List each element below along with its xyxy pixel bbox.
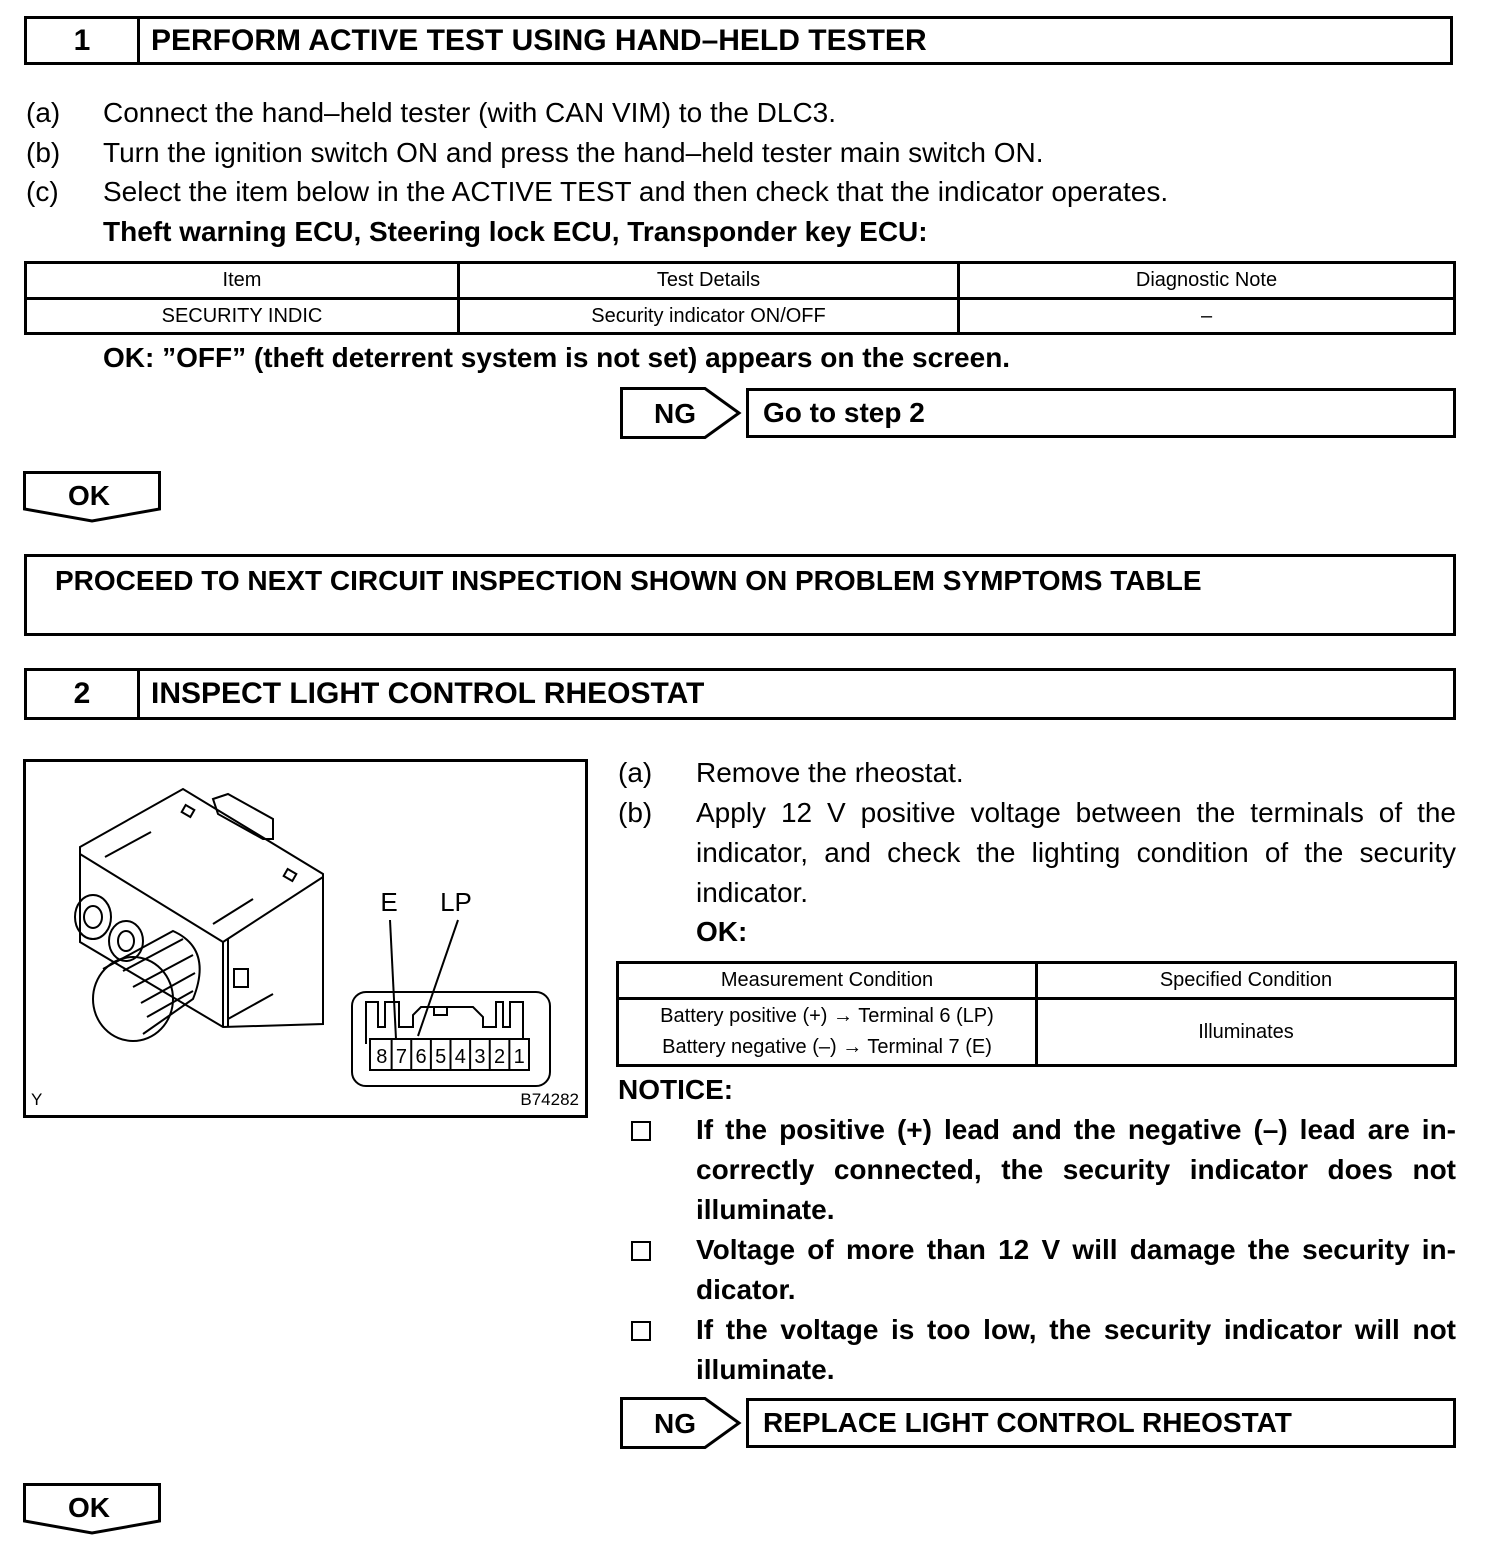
- ok-condition: OK: ”OFF” (theft deterrent system is not set) appears on the screen.: [103, 342, 1011, 373]
- notice-heading: NOTICE:: [618, 1074, 734, 1105]
- rheostat-test-table: [616, 961, 1457, 1067]
- ok-arrow-icon: [23, 1483, 161, 1535]
- step-label: (a): [26, 97, 61, 128]
- ng-arrow-icon: [620, 1397, 742, 1449]
- step-text: Select the item below in the ACTIVE TEST and then check that the indicator operates.: [103, 176, 1169, 207]
- ok-label: OK: [68, 480, 110, 511]
- figure-id: B74282: [520, 1090, 579, 1109]
- step-text: indicator.: [696, 877, 809, 908]
- table-header: Measurement Condition: [618, 963, 1037, 999]
- ok-arrow-icon: [23, 471, 161, 523]
- proceed-box: [24, 554, 1456, 636]
- checkbox-bullet-icon: [631, 1241, 651, 1261]
- table-header: Item: [26, 263, 459, 299]
- step-text: indicator, and check the lighting condition of the security: [696, 837, 1456, 868]
- step-title: INSPECT LIGHT CONTROL RHEOSTAT: [151, 677, 705, 710]
- ng-action-box: [746, 388, 1456, 438]
- terminal-label-e: E: [380, 887, 398, 917]
- step-label: (b): [26, 137, 61, 168]
- table-header: Specified Condition: [1037, 963, 1456, 999]
- condition-line: Battery negative (–) → Terminal 7 (E): [662, 1036, 992, 1058]
- checkbox-bullet-icon: [631, 1121, 651, 1141]
- table-header: Diagnostic Note: [959, 263, 1455, 299]
- ng-action-box: [746, 1398, 1456, 1448]
- ng-arrow-icon: [620, 387, 742, 439]
- pin-number: 3: [474, 1046, 486, 1068]
- step-number: 2: [27, 671, 140, 717]
- notice-item: If the positive (+) lead and the negative (–) lead are incorrectly connected, the security indicator does not illuminate.: [696, 1114, 1456, 1225]
- step-label: (a): [618, 757, 653, 788]
- rheostat-illustration: [23, 759, 588, 1118]
- condition-line: Battery positive (+) → Terminal 6 (LP): [660, 1005, 994, 1027]
- ng-label: NG: [654, 1408, 696, 1439]
- pin-number: 7: [395, 1046, 407, 1068]
- step-number: 1: [27, 19, 140, 62]
- ng-action: Go to step 2: [763, 397, 925, 428]
- table-header-row: [618, 963, 1456, 999]
- step-text: Connect the hand–held tester (with CAN VIM) to the DLC3.: [103, 97, 837, 128]
- notice-item: If the voltage is too low, the security indicator will not illuminate.: [696, 1314, 1456, 1385]
- active-test-table: [24, 261, 1456, 335]
- pin-number: 2: [494, 1046, 506, 1068]
- table-header-row: [26, 263, 1455, 299]
- step1-header: [24, 16, 1453, 65]
- step-text: Turn the ignition switch ON and press the hand–held tester main switch ON.: [103, 137, 1044, 168]
- table-header: Test Details: [459, 263, 959, 299]
- terminal-label-lp: LP: [440, 887, 472, 917]
- ok-label: OK: [68, 1492, 110, 1523]
- table-cell: SECURITY INDIC: [26, 299, 459, 334]
- step-label: (c): [26, 176, 59, 207]
- table-cell: Security indicator ON/OFF: [459, 299, 959, 334]
- pin-number: 4: [454, 1046, 466, 1068]
- step-text: Apply 12 V positive voltage between the terminals of the: [696, 797, 1456, 828]
- proceed-text: PROCEED TO NEXT CIRCUIT INSPECTION SHOWN ON PROBLEM SYMPTOMS TABLE: [55, 565, 1202, 596]
- ecu-subheading: Theft warning ECU, Steering lock ECU, Transponder key ECU:: [103, 216, 928, 247]
- figure-corner-label: Y: [31, 1090, 43, 1109]
- step-label: (b): [618, 797, 653, 828]
- step2-header: [24, 668, 1456, 720]
- checkbox-bullet-icon: [631, 1321, 651, 1341]
- pin-number: 5: [435, 1046, 447, 1068]
- notice-item: Voltage of more than 12 V will damage the security indicator.: [696, 1234, 1456, 1305]
- table-row: [26, 299, 1455, 334]
- pin-number: 1: [513, 1046, 525, 1068]
- step-title: PERFORM ACTIVE TEST USING HAND–HELD TESTER: [151, 23, 927, 57]
- table-cell: –: [959, 299, 1455, 334]
- pin-number: 8: [376, 1046, 388, 1068]
- ng-action: REPLACE LIGHT CONTROL RHEOSTAT: [763, 1407, 1292, 1438]
- step-text: Remove the rheostat.: [696, 757, 964, 788]
- pin-number: 6: [415, 1046, 427, 1068]
- table-cell: [618, 999, 1037, 1066]
- ng-label: NG: [654, 398, 696, 429]
- table-row: [618, 999, 1456, 1066]
- ok-heading: OK:: [696, 916, 748, 947]
- table-cell: Illuminates: [1037, 999, 1456, 1066]
